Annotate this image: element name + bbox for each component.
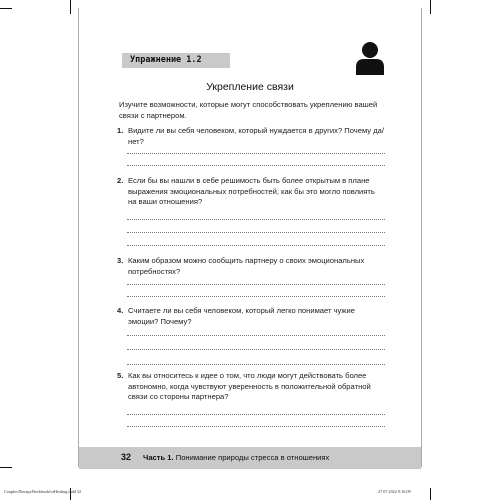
question-number: 3. — [117, 256, 124, 265]
crop-mark — [70, 0, 71, 14]
answer-line[interactable] — [127, 364, 385, 365]
print-slug-timestamp: 27.07.2022 9:16:09 — [378, 489, 411, 494]
answer-line[interactable] — [127, 335, 385, 336]
answer-line[interactable] — [127, 296, 385, 297]
answer-line[interactable] — [127, 426, 385, 427]
question-number: 4. — [117, 306, 124, 315]
question-text: Каким образом можно сообщить партнеру о своих эмоциональных потребностях? — [128, 256, 365, 276]
answer-line[interactable] — [127, 219, 385, 220]
exercise-label: Упражнение 1.2 — [122, 53, 230, 68]
crop-mark — [430, 0, 431, 14]
question-text: Видите ли вы себя человеком, который нуждается в других? Почему да/нет? — [128, 126, 384, 146]
crop-mark — [430, 488, 431, 500]
part-label: Часть 1. — [143, 453, 174, 462]
answer-line[interactable] — [127, 232, 385, 233]
question-number: 1. — [117, 126, 124, 135]
person-icon — [355, 41, 385, 75]
answer-line[interactable] — [127, 245, 385, 246]
intro-text: Изучите возможности, которые могут способствовать укреплению вашей связи с партнером. — [119, 100, 378, 120]
answer-line[interactable] — [127, 414, 385, 415]
part-title — [143, 453, 329, 462]
crop-mark — [0, 467, 12, 468]
answer-line[interactable] — [127, 284, 385, 285]
page-footer — [79, 447, 421, 469]
question-number: 2. — [117, 176, 124, 185]
question-text: Как вы относитесь к идее о том, что люди могут действовать более автономно, когда чувствуют уверенность в положительной обратной связи со стороны партнера? — [128, 371, 371, 401]
question-number: 5. — [117, 371, 124, 380]
question-text: Считаете ли вы себя человеком, который легко понимает чужие эмоции? Почему? — [128, 306, 355, 326]
answer-line[interactable] — [127, 153, 385, 154]
answer-line[interactable] — [127, 165, 385, 166]
print-slug-file: CouplesTherapyWorkbookforHealing.indd 32 — [4, 489, 82, 494]
page-title: Укрепление связи — [206, 81, 294, 93]
crop-mark — [0, 8, 12, 9]
answer-line[interactable] — [127, 349, 385, 350]
part-name: Понимание природы стресса в отношениях — [175, 453, 330, 462]
page-number: 32 — [121, 452, 132, 462]
workbook-page — [78, 8, 422, 467]
question-text: Если бы вы нашли в себе решимость быть более открытым в плане выражения эмоциональных потребностей, как бы это могло повлиять на ваши отношения? — [128, 176, 375, 206]
